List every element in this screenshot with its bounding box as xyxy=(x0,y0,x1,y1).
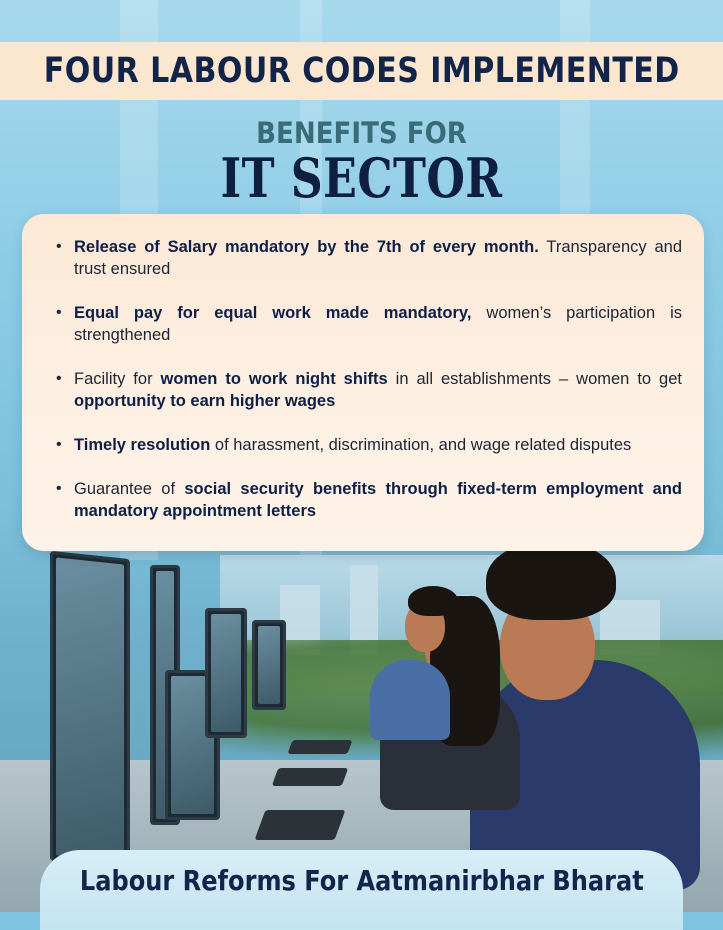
keyboard xyxy=(272,768,349,786)
footer-tagline: Labour Reforms For Aatmanirbhar Bharat xyxy=(79,864,644,897)
footer-banner xyxy=(40,850,683,930)
benefit-item: • Facility for women to work night shifts in all establishments – women to get opportunity to earn higher wages xyxy=(56,368,682,412)
headline: IT SECTOR xyxy=(220,146,503,210)
monitor xyxy=(205,608,247,738)
benefits-card xyxy=(22,214,704,551)
subtitle: BENEFITS FOR xyxy=(256,116,467,150)
benefit-item: • Release of Salary mandatory by the 7th of every month. Transparency and trust ensured xyxy=(56,236,682,280)
benefits-list xyxy=(56,236,682,522)
title-banner xyxy=(0,42,723,100)
keyboard xyxy=(287,740,352,754)
benefit-item: • Timely resolution of harassment, discrimination, and wage related disputes xyxy=(56,434,682,456)
page-title: FOUR LABOUR CODES IMPLEMENTED xyxy=(43,51,680,91)
benefit-item: • Equal pay for equal work made mandatory, women’s participation is strengthened xyxy=(56,302,682,346)
benefit-item: • Guarantee of social security benefits through fixed-term employment and mandatory appointment letters xyxy=(56,478,682,522)
monitor xyxy=(50,551,130,869)
keyboard xyxy=(255,810,346,840)
monitor xyxy=(252,620,286,710)
